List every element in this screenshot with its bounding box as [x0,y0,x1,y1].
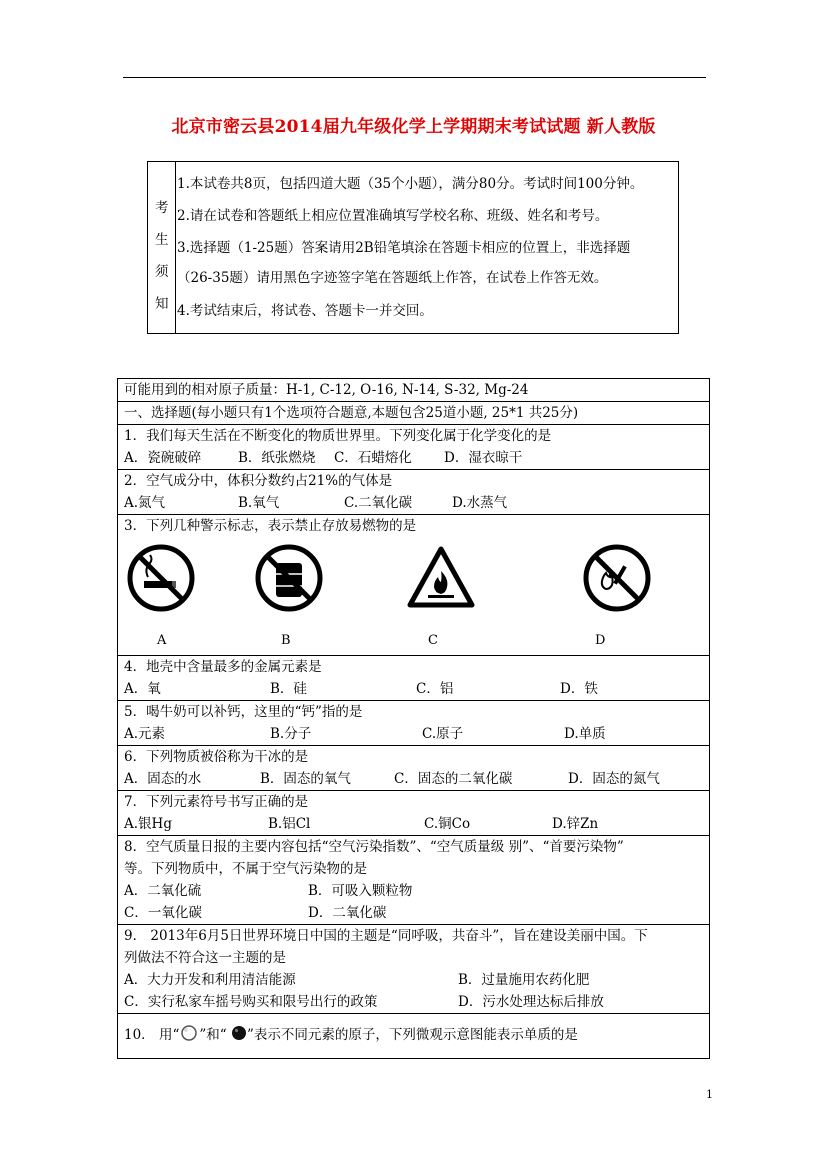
question-text-part: ”和“ [199,1027,231,1043]
option-c[interactable]: C.原子 [422,726,464,742]
question-text: 7．下列元素符号书写正确的是 [124,794,309,810]
question-text: 2．空气成分中，体积分数约占21%的气体是 [124,473,393,489]
option-d[interactable]: D．固态的氮气 [568,771,660,787]
question-8 [118,836,710,925]
question-text: 3．下列几种警示标志，表示禁止存放易燃物的是 [124,518,417,534]
atomic-mass-text: 可能用到的相对原子质量：H-1, C-12, O-16, N-14, S-32, Mg-24 [124,382,529,398]
option-c[interactable]: C．固态的二氧化碳 [394,771,513,787]
white-atom-icon [179,1025,199,1041]
exam-notice-box [147,161,679,334]
option-b[interactable]: B．过量施用农药化肥 [458,972,590,988]
option-d[interactable]: D．污水处理达标后排放 [458,994,604,1010]
question-7 [118,791,710,836]
question-text: 6．下列物质被俗称为干冰的是 [124,749,309,765]
option-c[interactable]: C．石蜡熔化 [334,450,412,466]
no-smoking-sign-icon[interactable] [126,543,196,613]
question-2 [118,470,710,515]
page-number: 1 [706,1088,713,1101]
no-fire-sign-icon[interactable] [582,543,652,613]
notice-label-char: 知 [155,296,169,312]
question-text-continued: 等。下列物质中，不属于空气污染物的是 [124,861,367,877]
option-a[interactable]: A．大力开发和利用清洁能源 [124,972,296,988]
option-b[interactable]: B.氧气 [238,495,280,511]
no-flammable-storage-sign-icon[interactable] [254,543,324,613]
black-atom-icon [231,1025,247,1041]
question-text [124,1024,703,1046]
notice-line: （26-35题）请用黑色字迹签字笔在答题纸上作答，在试卷上作答无效。 [177,270,608,286]
question-6 [118,746,710,791]
sign-label-c: C [428,633,438,648]
question-9 [118,925,710,1014]
option-a[interactable]: A.银Hg [124,816,172,832]
section-header-text: 一、选择题(每小题只有1个选项符合题意,本题包含25道小题, 25*1 共25分) [124,405,579,421]
question-text-part: ”表示不同元素的原子，下列微观示意图能表示单质的是 [246,1027,578,1043]
option-a[interactable]: A．氧 [124,681,161,697]
question-text-continued: 列做法不符合这一主题的是 [124,950,286,966]
option-c[interactable]: C．铝 [416,681,454,697]
option-d[interactable]: D.锌Zn [552,816,599,832]
question-text: 1．我们每天生活在不断变化的物质世界里。下列变化属于化学变化的是 [124,428,552,444]
header-rule [123,77,706,78]
option-a[interactable]: A．固态的水 [124,771,202,787]
page-title: 北京市密云县2014届九年级化学上学期期末考试试题 新人教版 [171,117,656,137]
sign-label-d: D [595,633,606,648]
option-d[interactable]: D．湿衣晾干 [444,450,523,466]
flammable-warning-sign-icon[interactable] [406,543,476,613]
question-3 [118,515,710,656]
notice-line: 3.选择题（1-25题）答案请用2B铅笔填涂在答题卡相应的位置上，非选择题 [177,240,631,256]
question-text: 5．喝牛奶可以补钙，这里的“钙”指的是 [124,704,363,720]
notice-line: 4.考试结束后，将试卷、答题卡一并交回。 [177,303,433,319]
option-c[interactable]: C.铜Co [424,816,471,832]
option-d[interactable]: D.单质 [564,726,606,742]
notice-line: 2.请在试卷和答题纸上相应位置准确填写学校名称、班级、姓名和考号。 [177,208,609,224]
option-a[interactable]: A．二氧化硫 [124,883,202,899]
question-10 [118,1014,710,1059]
question-text: 4．地壳中含量最多的金属元素是 [124,659,322,675]
option-b[interactable]: B．固态的氧气 [260,771,351,787]
option-b[interactable]: B．硅 [270,681,307,697]
option-d[interactable]: D．二氧化碳 [308,905,387,921]
notice-label-char: 考 [155,200,169,216]
notice-label-char: 生 [155,232,169,248]
option-d[interactable]: D.水蒸气 [452,495,508,511]
option-a[interactable]: A．瓷碗破碎 [124,450,202,466]
option-a[interactable]: A.氮气 [124,495,166,511]
option-d[interactable]: D．铁 [560,681,598,697]
sign-label-b: B [281,633,291,648]
option-b[interactable]: B.铝Cl [268,816,311,832]
question-1 [118,425,710,470]
question-text: 9． 2013年6月5日世界环境日中国的主题是“同呼吸，共奋斗”，旨在建设美丽中国。下 [124,928,648,944]
notice-label [148,162,176,333]
notice-line: 1.本试卷共8页，包括四道大题（35个小题），满分80分。考试时间100分钟。 [177,176,644,192]
option-c[interactable]: C．一氧化碳 [124,905,202,921]
question-text-part: 10． 用“ [124,1027,180,1043]
option-b[interactable]: B．纸张燃烧 [238,450,316,466]
option-c[interactable]: C.二氧化碳 [344,495,413,511]
option-b[interactable]: B．可吸入颗粒物 [308,883,413,899]
question-text: 8．空气质量日报的主要内容包括“空气污染指数”、“空气质量级 别”、“首要污染物” [124,839,624,855]
section-header-row [118,402,710,425]
option-a[interactable]: A.元素 [124,726,166,742]
question-5 [118,701,710,746]
option-b[interactable]: B.分子 [270,726,312,742]
notice-label-char: 须 [155,264,169,280]
option-c[interactable]: C．实行私家车摇号购买和限号出行的政策 [124,994,378,1010]
question-4 [118,656,710,701]
atomic-mass-row [118,379,710,402]
question-table [117,378,710,1059]
sign-label-a: A [157,633,167,648]
